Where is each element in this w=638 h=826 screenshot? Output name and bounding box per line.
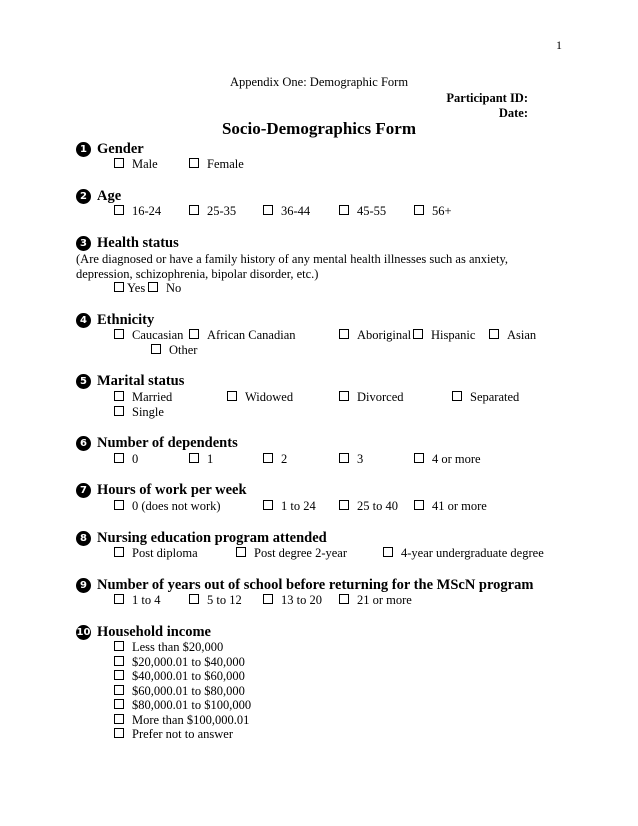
option-ethnicity-aboriginal[interactable]: Aboriginal [339,328,411,343]
option-income-more-than-100000[interactable]: More than $100,000.01 [114,713,249,728]
option-health-yes[interactable]: Yes [114,281,145,296]
checkbox[interactable] [114,699,124,709]
section-heading-gender [76,140,144,158]
option-ethnicity-african-canadian[interactable]: African Canadian [189,328,296,343]
section-number-badge: 10 [76,627,91,638]
checkbox[interactable] [114,547,124,557]
section-title: Nursing education program attended [97,530,327,546]
option-income-40000-to-60000[interactable]: $40,000.01 to $60,000 [114,669,245,684]
section-heading-nursing-education [76,529,327,547]
section-title: Age [97,188,122,204]
option-marital-single[interactable]: Single [114,405,164,420]
section-number-badge: 4 [76,313,91,328]
section-title: Hours of work per week [97,482,247,498]
option-age-25-35[interactable]: 25-35 [189,204,236,219]
section-title: Gender [97,141,144,157]
section-number-badge: 1 [76,142,91,157]
option-ethnicity-asian[interactable]: Asian [489,328,536,343]
section-title: Number of years out of school before returning for the MScN program [97,577,534,593]
checkbox[interactable] [339,329,349,339]
option-ethnicity-hispanic[interactable]: Hispanic [413,328,475,343]
section-heading-age [76,187,121,205]
section-title: Ethnicity [97,312,155,328]
checkbox[interactable] [189,158,199,168]
date-label: Date: [498,106,528,120]
section-title: Number of dependents [97,435,238,451]
checkbox[interactable] [339,391,349,401]
option-years-5-to-12[interactable]: 5 to 12 [189,593,242,608]
option-nursing-4-year[interactable]: 4-year undergraduate degree [383,546,544,561]
option-years-13-to-20[interactable]: 13 to 20 [263,593,322,608]
option-age-45-55[interactable]: 45-55 [339,204,386,219]
checkbox[interactable] [114,500,124,510]
checkbox[interactable] [414,453,424,463]
checkbox[interactable] [263,205,273,215]
checkbox[interactable] [452,391,462,401]
section-heading-ethnicity [76,311,154,329]
option-income-prefer-not-to-answer[interactable]: Prefer not to answer [114,727,233,742]
section-heading-health-status [76,234,179,252]
option-income-80000-to-100000[interactable]: $80,000.01 to $100,000 [114,698,251,713]
option-income-60000-to-80000[interactable]: $60,000.01 to $80,000 [114,684,245,699]
option-marital-widowed[interactable]: Widowed [227,390,293,405]
option-age-16-24[interactable]: 16-24 [114,204,161,219]
checkbox[interactable] [414,205,424,215]
checkbox[interactable] [114,641,124,651]
option-age-36-44[interactable]: 36-44 [263,204,310,219]
option-hours-1-to-24[interactable]: 1 to 24 [263,499,316,514]
participant-id-label: Participant ID: [446,91,528,105]
form-title: Socio-Demographics Form [221,119,417,138]
option-hours-41-or-more[interactable]: 41 or more [414,499,487,514]
option-dependents-3[interactable]: 3 [339,452,363,467]
option-years-1-to-4[interactable]: 1 to 4 [114,593,160,608]
page-number: 1 [556,38,562,52]
checkbox[interactable] [114,656,124,666]
checkbox[interactable] [189,205,199,215]
checkbox[interactable] [263,500,273,510]
checkbox[interactable] [114,728,124,738]
checkbox[interactable] [263,594,273,604]
checkbox[interactable] [148,282,158,292]
section-number-badge: 8 [76,531,91,546]
checkbox[interactable] [489,329,499,339]
health-status-note: (Are diagnosed or have a family history of any mental health illnesses such as anxiety, [76,252,509,266]
section-number-badge: 5 [76,374,91,389]
option-dependents-2[interactable]: 2 [263,452,287,467]
option-years-21-or-more[interactable]: 21 or more [339,593,412,608]
checkbox[interactable] [236,547,246,557]
checkbox[interactable] [339,500,349,510]
section-number-badge: 7 [76,483,91,498]
option-income-20000-to-40000[interactable]: $20,000.01 to $40,000 [114,655,245,670]
checkbox[interactable] [189,594,199,604]
option-dependents-4-or-more[interactable]: 4 or more [414,452,481,467]
section-heading-years-out-of-school [76,576,533,594]
checkbox[interactable] [114,594,124,604]
option-income-less-than-20000[interactable]: Less than $20,000 [114,640,223,655]
option-age-56-plus[interactable]: 56+ [414,204,452,219]
option-marital-married[interactable]: Married [114,390,172,405]
section-title: Household income [97,624,211,640]
option-marital-separated[interactable]: Separated [452,390,519,405]
checkbox[interactable] [151,344,161,354]
section-title: Marital status [97,373,185,389]
section-heading-hours-of-work [76,481,247,499]
checkbox[interactable] [189,329,199,339]
section-heading-number-of-dependents [76,434,238,452]
option-ethnicity-other[interactable]: Other [151,343,197,358]
option-nursing-post-diploma[interactable]: Post diploma [114,546,198,561]
option-nursing-post-degree[interactable]: Post degree 2-year [236,546,347,561]
option-dependents-1[interactable]: 1 [189,452,213,467]
checkbox[interactable] [114,282,124,292]
checkbox[interactable] [114,453,124,463]
option-health-no[interactable]: No [148,281,181,296]
section-title: Health status [97,235,179,251]
checkbox[interactable] [413,329,423,339]
option-ethnicity-caucasian[interactable]: Caucasian [114,328,183,343]
section-heading-household-income [76,623,211,641]
checkbox[interactable] [383,547,393,557]
health-status-note-continued: depression, schizophrenia, bipolar disorder, etc.) [76,267,319,281]
option-hours-0[interactable]: 0 (does not work) [114,499,221,514]
appendix-title: Appendix One: Demographic Form [229,75,409,89]
checkbox[interactable] [339,594,349,604]
checkbox[interactable] [339,453,349,463]
checkbox[interactable] [114,406,124,416]
option-gender-male[interactable]: Male [114,157,158,172]
option-hours-25-to-40[interactable]: 25 to 40 [339,499,398,514]
section-heading-marital-status [76,372,184,390]
checkbox[interactable] [339,205,349,215]
option-marital-divorced[interactable]: Divorced [339,390,404,405]
checkbox[interactable] [114,685,124,695]
section-number-badge: 9 [76,578,91,593]
checkbox[interactable] [114,158,124,168]
checkbox[interactable] [114,329,124,339]
section-number-badge: 2 [76,189,91,204]
checkbox[interactable] [114,670,124,680]
checkbox[interactable] [227,391,237,401]
checkbox[interactable] [414,500,424,510]
checkbox[interactable] [189,453,199,463]
option-dependents-0[interactable]: 0 [114,452,138,467]
checkbox[interactable] [263,453,273,463]
checkbox[interactable] [114,714,124,724]
checkbox[interactable] [114,391,124,401]
option-gender-female[interactable]: Female [189,157,244,172]
section-number-badge: 3 [76,236,91,251]
section-number-badge: 6 [76,436,91,451]
checkbox[interactable] [114,205,124,215]
